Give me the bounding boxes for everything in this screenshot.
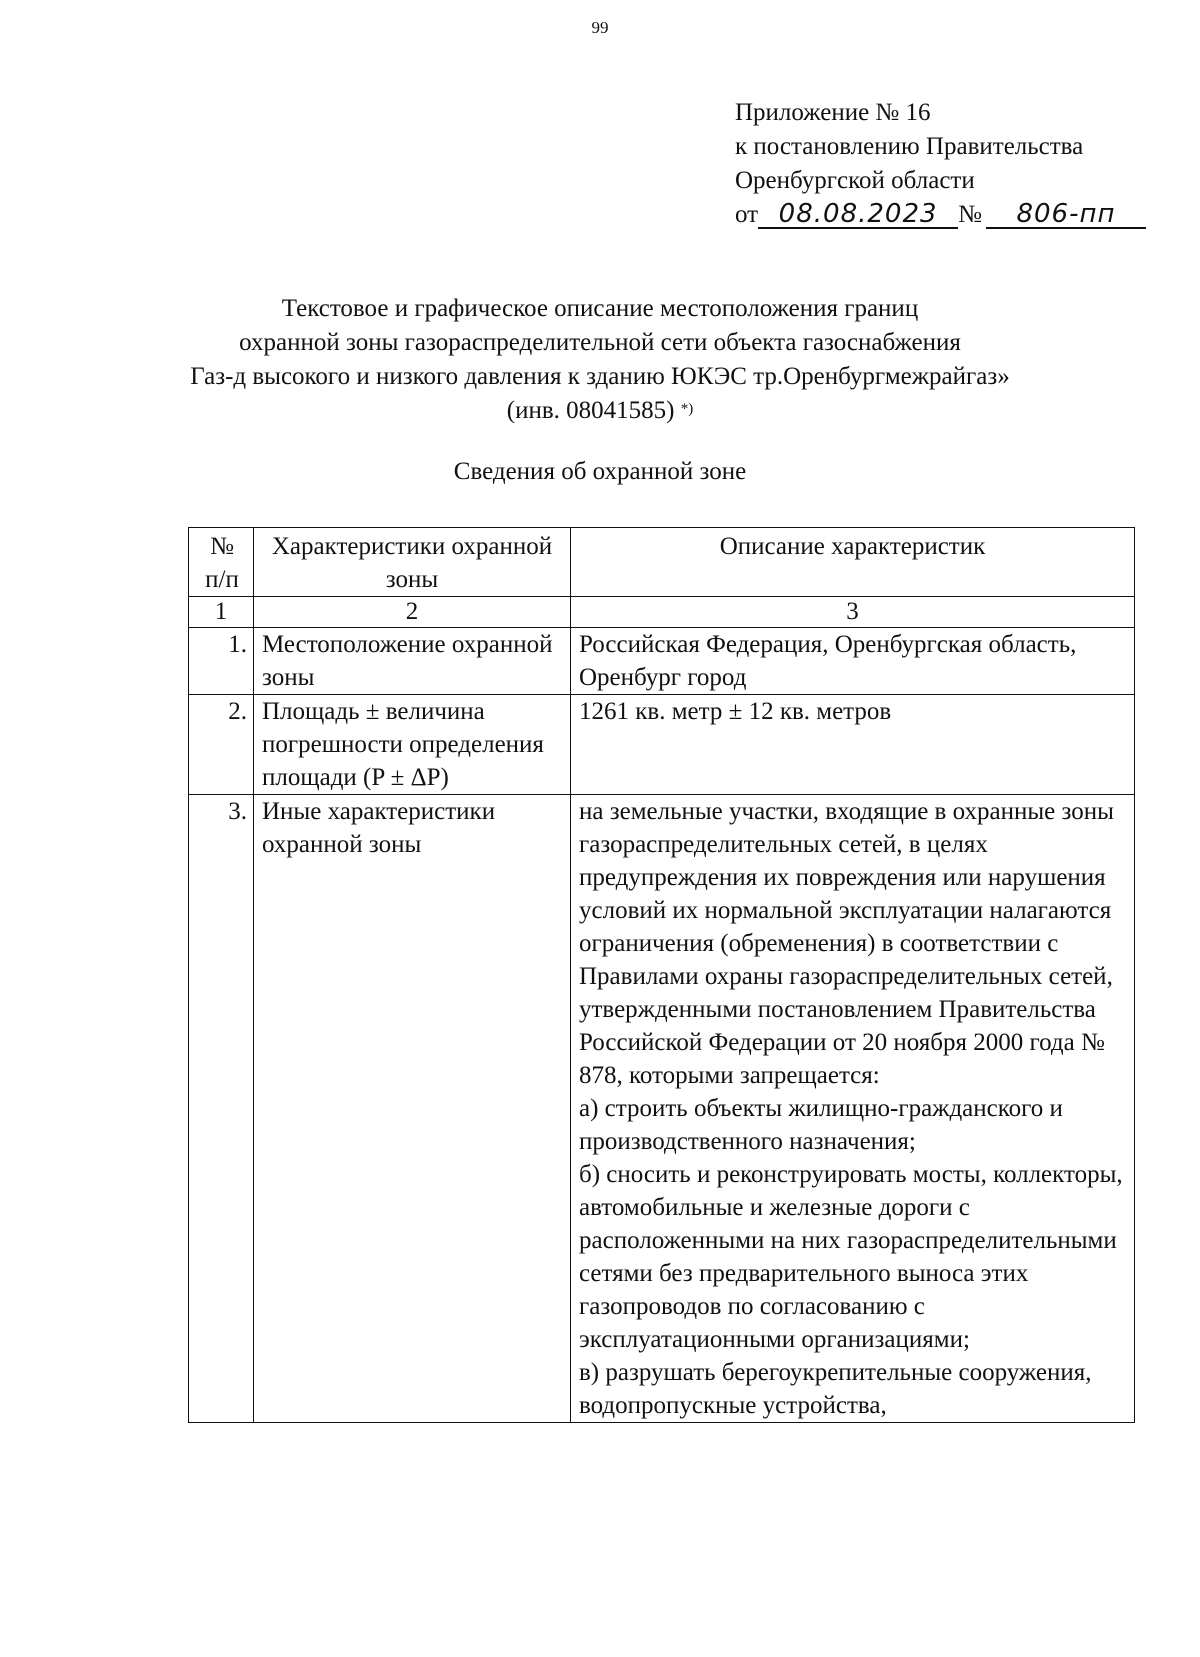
row-number: 2.: [189, 695, 254, 795]
row-description: [571, 628, 1135, 695]
handwritten-date: 08.08.2023: [758, 201, 958, 229]
description-paragraph: а) строить объекты жилищно-гражданского и производственного назначения;: [579, 1095, 1063, 1155]
row-number: 3.: [189, 795, 254, 1423]
column-number: 3: [571, 597, 1135, 628]
column-number: 1: [189, 597, 254, 628]
row-characteristic: Местоположение охранной зоны: [254, 628, 571, 695]
column-number: 2: [254, 597, 571, 628]
description-paragraph: Российская Федерация, Оренбургская область, Оренбург город: [579, 631, 1077, 691]
column-number-row: [189, 597, 1135, 628]
table-header-row: [189, 528, 1135, 597]
handwritten-number: 806-пп: [986, 201, 1146, 229]
document-title: [0, 292, 1200, 428]
section-title: Сведения об охранной зоне: [453, 458, 747, 485]
title-line: [0, 394, 1200, 428]
appendix-region: Оренбургской области: [735, 167, 975, 194]
description-paragraph: 1261 кв. метр ± 12 кв. метров: [579, 698, 892, 725]
header-characteristic: Характеристики охранной зоны: [254, 528, 571, 597]
description-paragraph: б) сносить и реконструировать мосты, коллекторы, автомобильные и железные дороги с расположенными на них газораспределительными сетями без предварительного выноса этих газопроводов по согласованию с эксплуатационными организациями;: [579, 1161, 1123, 1353]
page-number: 99: [591, 18, 609, 37]
appendix-date-line: [735, 198, 1146, 232]
row-description: [571, 795, 1135, 1423]
description-paragraph: на земельные участки, входящие в охранные зоны газораспределительных сетей, в целях предупреждения их повреждения или нарушения условий их нормальной эксплуатации налагаются ограничения (обременения) в соответствии с Правилами охраны газораспределительных сетей, утвержденными постановлением Правительства Российской Федерации от 20 ноября 2000 года № 878, которыми запрещается:: [579, 798, 1114, 1089]
description-paragraph: в) разрушать берегоукрепительные сооружения, водопропускные устройства,: [579, 1359, 1092, 1419]
row-number: 1.: [189, 628, 254, 695]
footnote-mark: *): [680, 401, 694, 417]
zone-info-table: [188, 527, 1135, 1423]
title-line: Текстовое и графическое описание местоположения границ: [281, 295, 919, 322]
table-row: [189, 695, 1135, 795]
title-line: Газ-д высокого и низкого давления к зданию ЮКЭС тр.Оренбургмежрайгаз»: [190, 363, 1010, 390]
number-prefix: №: [958, 201, 982, 228]
row-description: [571, 695, 1135, 795]
appendix-header: [735, 96, 1146, 232]
inventory-number: (инв. 08041585): [506, 397, 675, 424]
header-number: № п/п: [189, 528, 254, 597]
appendix-decree: к постановлению Правительства: [735, 133, 1084, 160]
table-row: [189, 628, 1135, 695]
row-characteristic: Площадь ± величина погрешности определения площади (P ± ΔP): [254, 695, 571, 795]
table-row: [189, 795, 1135, 1423]
appendix-number: Приложение № 16: [735, 99, 931, 126]
header-description: Описание характеристик: [571, 528, 1135, 597]
row-characteristic: Иные характеристики охранной зоны: [254, 795, 571, 1423]
title-line: охранной зоны газораспределительной сети объекта газоснабжения: [239, 329, 961, 356]
date-prefix: от: [735, 201, 759, 228]
